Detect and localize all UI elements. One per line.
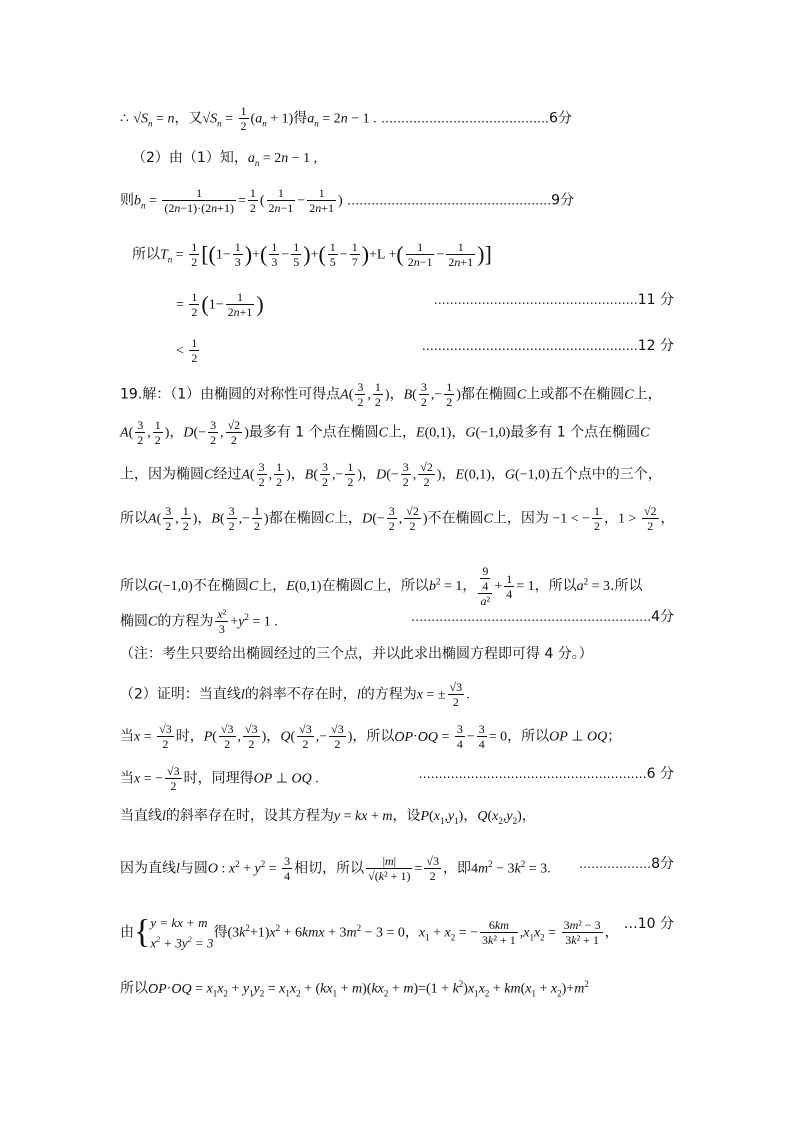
s19-line-2: A( $\frac{3}{2}$ , $\frac{1}{2}$ )，D(− $\frac{3}{2}$ , $\frac{√2}{2}$ )最多有 1 个点在椭圆C上，E(0,1)，G(−1,0)最多有 1 个点在椭圆C — [120, 418, 650, 447]
s19-line-9: 当x = $\frac{√3}{2}$ 时，P( $\frac{√3}{2}$ , $\frac{√3}{2}$ )，Q( $\frac{√3}{2}$ ,− $\frac{√3}{2}$ )，所以→ OP·→ OQ = $\frac{3}{4}$ − $\frac{3}{4}$ = 0，所以OP ⊥ OQ； — [120, 722, 621, 751]
s19-line-10: 当x = − $\frac{√3}{2}$ 时，同理得OP ⊥ OQ . …………………………………………………6 分 — [120, 764, 674, 793]
s18-line-1: ∴ $√S_n = n$，又$√S_n$ = $\frac{1}{2}$ $(a_n + 1)$得$a_n = 2n - 1$ . ……………………………………6分 — [120, 104, 572, 133]
s19-line-4: 所以A( $\frac{3}{2}$ , $\frac{1}{2}$ )，B( $\frac{3}{2}$ ,− $\frac{1}{2}$ )都在椭圆C上，D(− $\frac{3}{2}$ , $\frac{√2}{2}$ )不在椭圆C上，因为 −1 < − $\frac{1}{2}$ ，1 > $\frac{√2}{2}$ ， — [120, 504, 675, 533]
s18-line-4: 所以$T_n$ = $\frac{1}{2}$ [(1− $\frac{1}{3}$ )+( $\frac{1}{3}$ − $\frac{1}{5}$ )+( $\frac{1}{5}$ − $\frac{1}{7}$ )+L +( $\frac{1}{2n-1}$ − $\frac{1}{2n+1}$ )] — [132, 240, 492, 269]
s18-line-5: = $\frac{1}{2}$ (1− $\frac{1}{2n+1}$ ) ……………………………………………11 分 — [176, 290, 674, 319]
s19-line-12: 因为直线l与圆O : $x^2 + y^2$ = $\frac{3}{4}$ 相切，所以 $\frac{|m|}{\text{√(k² + 1)}}$ = $\frac{√3}{2}$ ，即$4m^2 - 3k^2 = 3$. ………………8分 — [120, 854, 674, 884]
s19-line-6: 椭圆C的方程为 $\frac{\text{x²}}{3}$ $+y^2 = 1$ . ……………………………………………………4分 — [120, 607, 674, 637]
s19-line-11: 当直线l的斜率存在时，设其方程为y = kx + m，设$P(x_1,y_1)$，$Q(x_2,y_2)$， — [120, 808, 536, 826]
s19-line-13: 由{ y = kx + m $x^2 + 3y^2 = 3$ 得$(3k^2+1)x^2 + 6kmx + 3m^2 - 3 = 0$，$x_1 + x_2$ = − $\frac{6km}{\text{3k² + 1}}$ $,x_1x_2$ = $\frac{\text{3m² − 3}}{\text{3k² + 1}}$ ， …10 分 — [120, 913, 674, 951]
s18-line-6: < $\frac{1}{2}$ ………………………………………………12 分 — [176, 336, 674, 365]
s19-line-1: 19.解：（1）由椭圆的对称性可得点A( $\frac{3}{2}$ , $\frac{1}{2}$ )，B( $\frac{3}{2}$ ,− $\frac{1}{2}$ )都在椭圆C上或都不在椭圆C上， — [120, 380, 662, 409]
s19-note: （注：考生只要给出椭圆经过的三个点，并以此求出椭圆方程即可得 4 分。） — [120, 646, 593, 662]
s18-line-2: （2）由（1）知，$a_n = 2n - 1$ , — [132, 150, 318, 168]
s19-line-3: 上，因为椭圆C经过A( $\frac{3}{2}$ , $\frac{1}{2}$ )，B( $\frac{3}{2}$ ,− $\frac{1}{2}$ )，D(− $\frac{3}{2}$ , $\frac{√2}{2}$ )，E(0,1)，G(−1,0)五个点中的三个， — [120, 460, 662, 489]
s19-line-14: 所以→ OP·→ OQ = $x_1x_2 + y_1y_2 = x_1x_2 + (kx_1 + m)(kx_2 + m)=(1 + k^2)x_1x_2 + km(x_1 + x_2)+m^2$ — [120, 974, 589, 1003]
s19-line-8: （2）证明：当直线l的斜率不存在时，l的方程为x = ± $\frac{√3}{2}$ . — [120, 680, 470, 709]
s18-line-3: 则$b_n$ = $\frac{1}{(2n-1)\cdot(2n+1)}$ = $\frac{1}{2}$ ( $\frac{1}{2n-1}$ − $\frac{1}{2n+1}$ ) ……………………………………………9分 — [120, 186, 575, 215]
s19-line-5: 所以G(−1,0)不在椭圆C上，E(0,1)在椭圆C上，所以$b^2 = 1$， $\frac{\frac{9}{4}}{\text{a²}}$ + $\frac{1}{4}$ = 1，所以$a^2 = 3$.所以 — [120, 564, 643, 608]
